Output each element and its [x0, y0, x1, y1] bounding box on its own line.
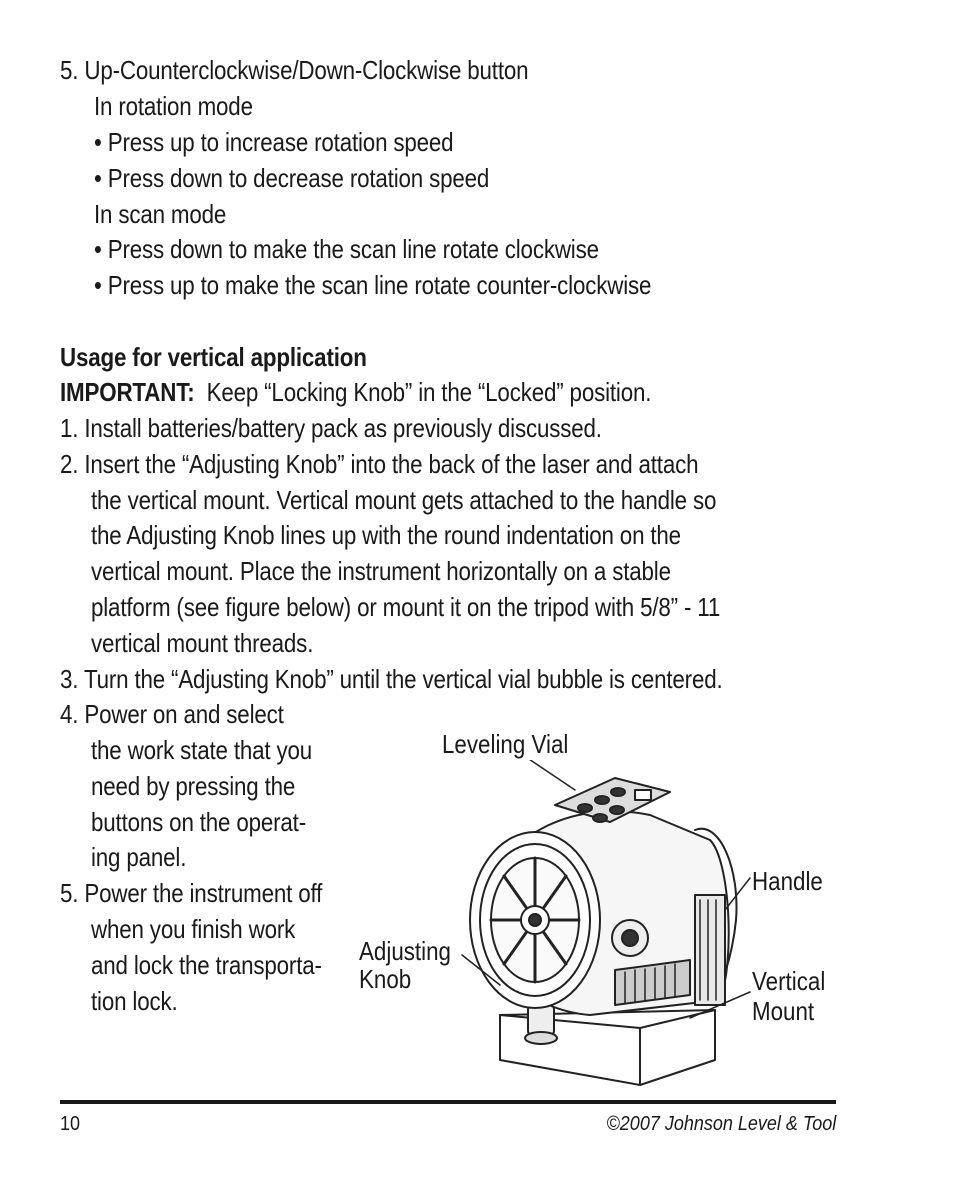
step-5-line: and lock the transporta-	[91, 950, 322, 980]
handle-label: Handle	[752, 866, 823, 896]
step-4-line: 4. Power on and select	[60, 699, 284, 729]
step-5-line: when you finish work	[91, 914, 296, 944]
vertical-mount-label: Mount	[752, 996, 815, 1026]
laser-level-illustration	[440, 760, 760, 1100]
step-2-line: the Adjusting Knob lines up with the round indentation on the	[91, 520, 681, 550]
step-3: 3. Turn the “Adjusting Knob” until the vertical vial bubble is centered.	[60, 664, 723, 694]
page-number: 10	[60, 1113, 81, 1135]
rotation-mode-label: In rotation mode	[94, 91, 253, 121]
step-4-line: ing panel.	[91, 842, 187, 872]
vertical-mount-label: Vertical	[752, 966, 826, 996]
step-2-line: platform (see figure below) or mount it on the tripod with 5/8” - 11	[91, 592, 721, 622]
step-5-line: 5. Power the instrument off	[60, 878, 323, 908]
step-5-line: tion lock.	[91, 986, 178, 1016]
step-2-line: vertical mount. Place the instrument horizontally on a stable	[91, 556, 671, 586]
scan-mode-label: In scan mode	[94, 199, 227, 229]
copyright: ©2007 Johnson Level & Tool	[606, 1113, 836, 1135]
footer-rule	[60, 1100, 836, 1104]
section-title: Usage for vertical application	[60, 342, 367, 372]
bullet-item: • Press up to increase rotation speed	[94, 127, 454, 157]
bullet-item: • Press down to decrease rotation speed	[94, 163, 490, 193]
step-4-line: the work state that you	[91, 735, 313, 765]
leveling-vial-label: Leveling Vial	[442, 729, 569, 759]
important-text: Keep “Locking Knob” in the “Locked” position.	[206, 377, 652, 407]
adjusting-knob-label: Adjusting	[359, 936, 451, 966]
step-2-line: 2. Insert the “Adjusting Knob” into the back of the laser and attach	[60, 449, 699, 479]
button-heading: 5. Up-Counterclockwise/Down-Clockwise button	[60, 55, 529, 85]
step-2-line: the vertical mount. Vertical mount gets attached to the handle so	[91, 485, 717, 515]
step-2-line: vertical mount threads.	[91, 628, 314, 658]
bullet-item: • Press up to make the scan line rotate counter-clockwise	[94, 270, 652, 300]
step-4-line: need by pressing the	[91, 771, 296, 801]
bullet-item: • Press down to make the scan line rotate clockwise	[94, 234, 599, 264]
step-1: 1. Install batteries/battery pack as previously discussed.	[60, 413, 602, 443]
step-4-line: buttons on the operat-	[91, 807, 307, 837]
important-label: IMPORTANT:	[60, 377, 195, 407]
adjusting-knob-label: Knob	[359, 964, 412, 994]
important-note	[60, 374, 651, 410]
